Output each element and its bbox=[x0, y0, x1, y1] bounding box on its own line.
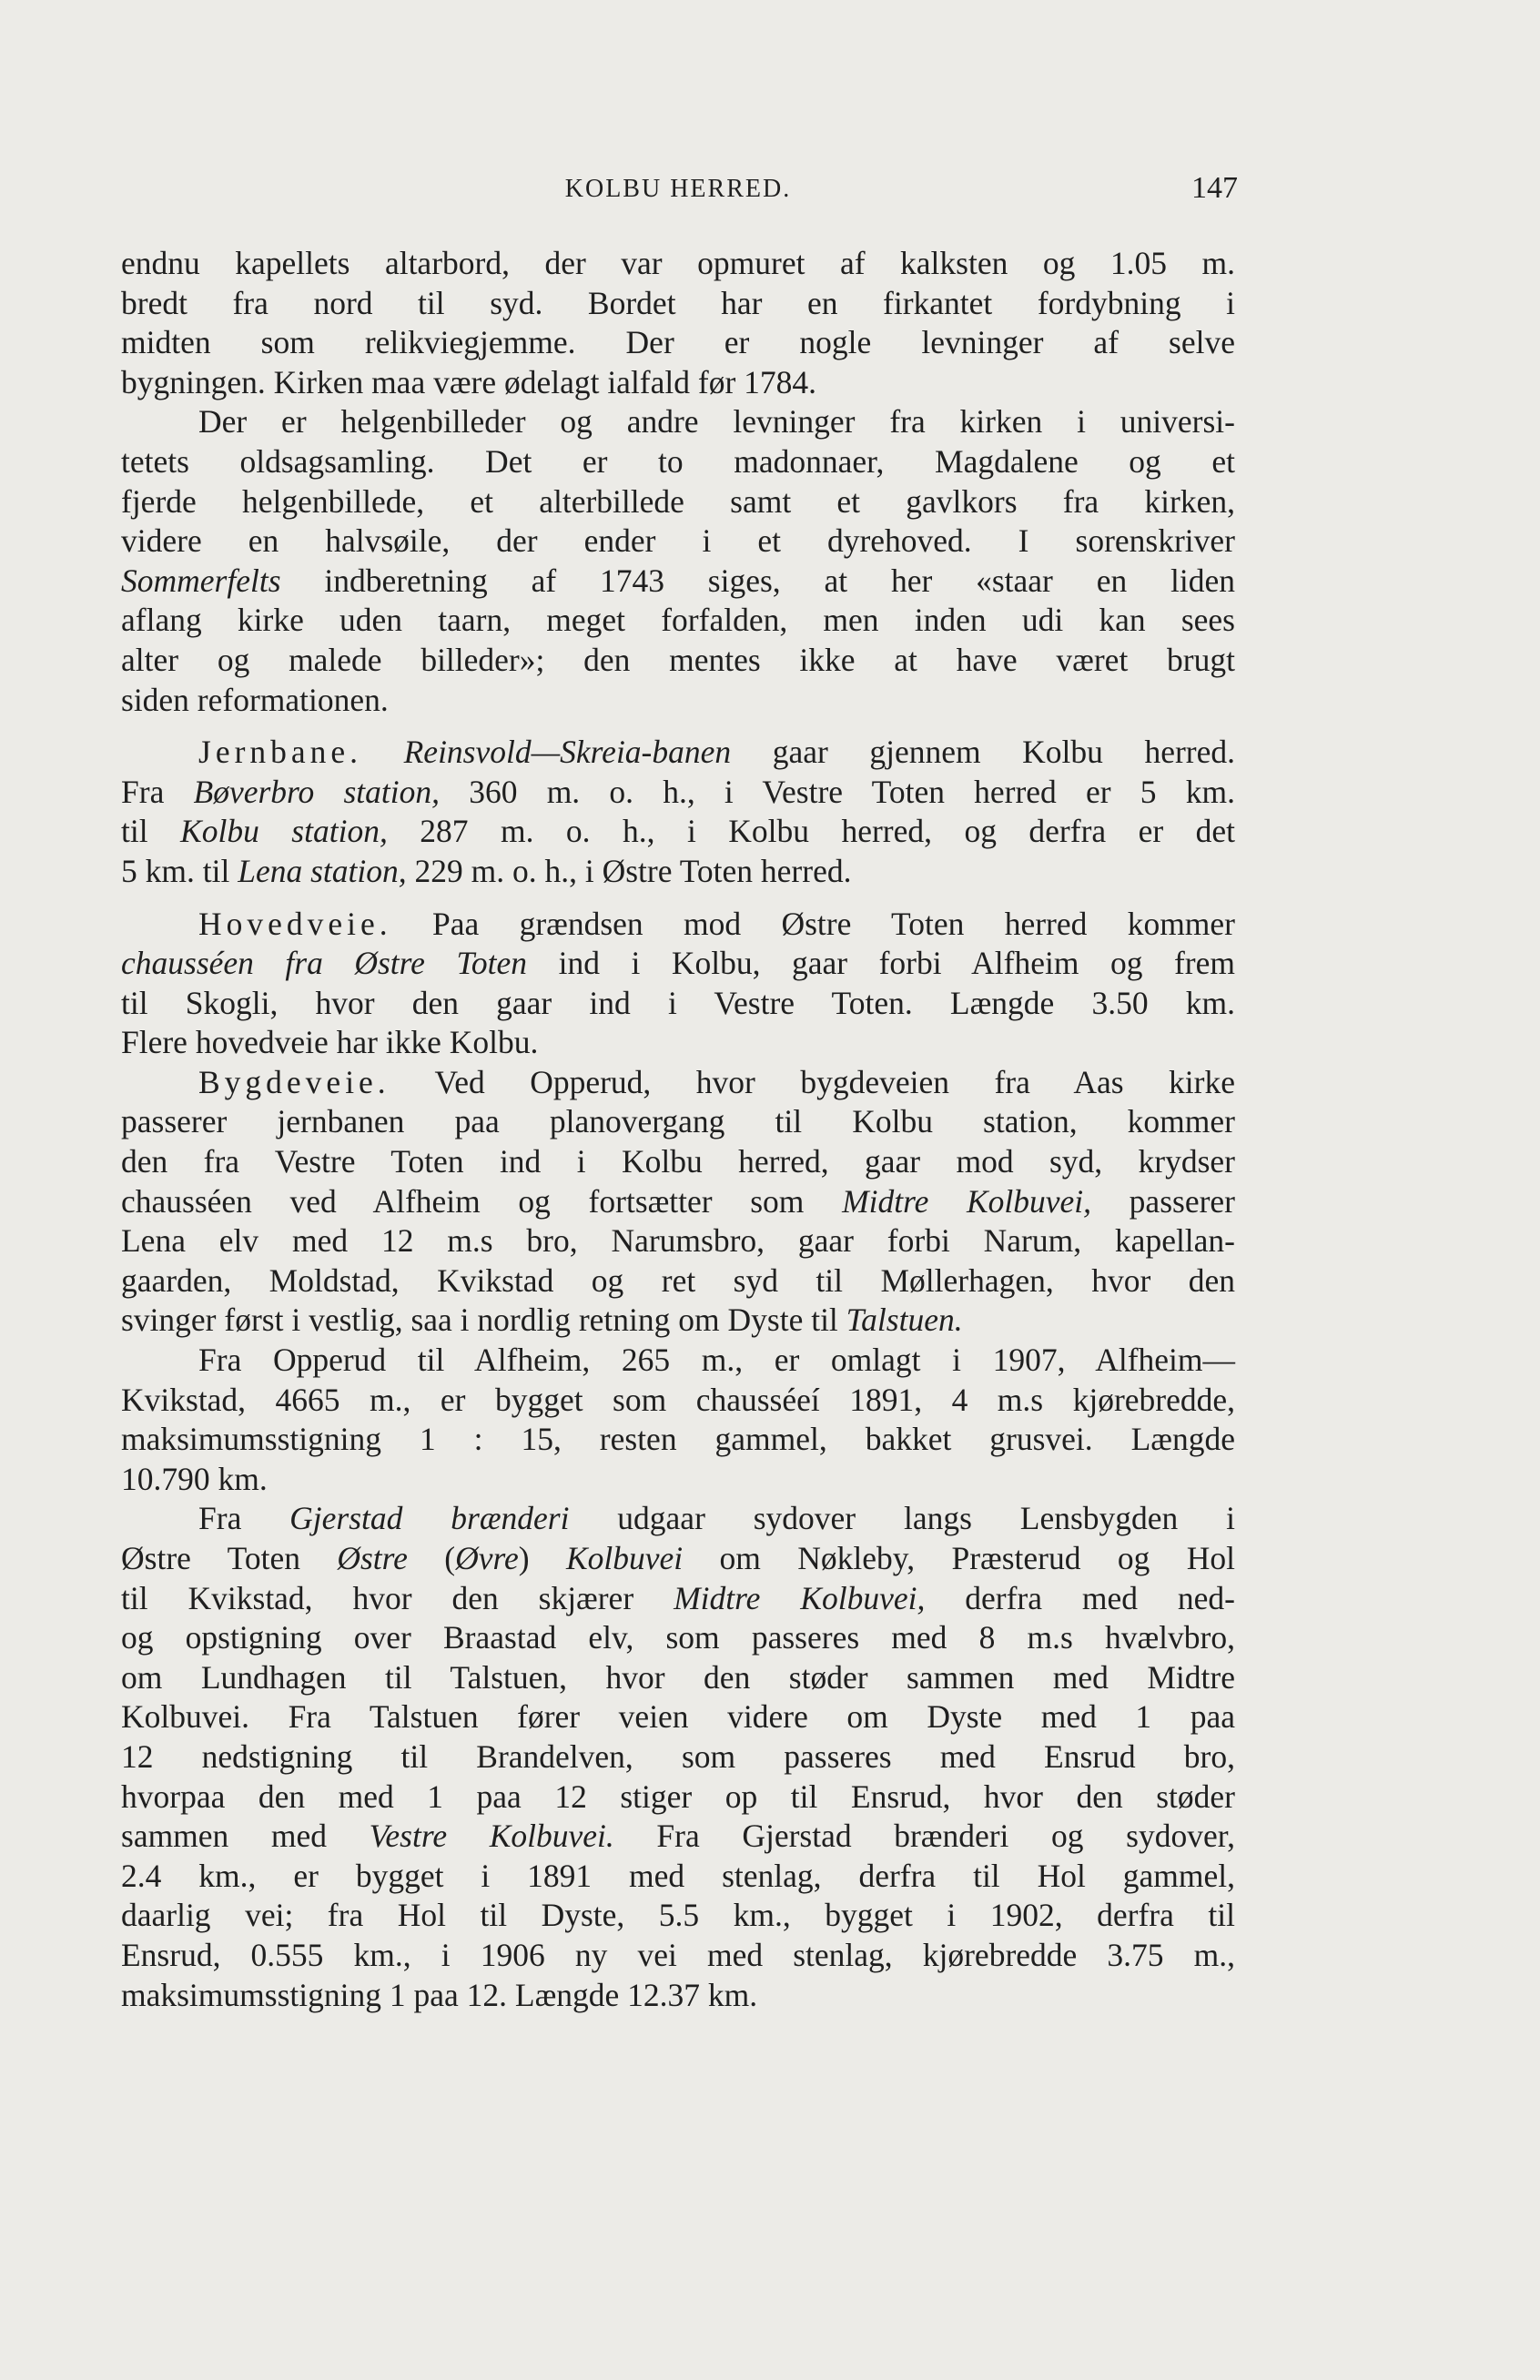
text-run: indberetning af 1743 siges, at her «staar en liden bbox=[280, 562, 1235, 599]
text-run: Ensrud, 0.555 km., i 1906 ny vei med stenlag, kjørebredde 3.75 m., bbox=[121, 1936, 1235, 1973]
text-run: daarlig vei; fra Hol til Dyste, 5.5 km., bygget i 1902, derfra til bbox=[121, 1897, 1235, 1934]
text-line bbox=[121, 1737, 1235, 1777]
text-line bbox=[121, 1936, 1235, 1976]
italic-text: Lena station, bbox=[238, 852, 407, 889]
italic-text: Østre bbox=[337, 1540, 408, 1576]
section-heading: Jernbane. bbox=[198, 734, 363, 771]
italic-text: Kolbu station, bbox=[180, 813, 388, 850]
text-run: Der er helgenbilleder og andre levninger fra kirken i universi- bbox=[198, 403, 1235, 441]
body-text bbox=[121, 244, 1235, 2015]
section-heading: Bygdeveie. bbox=[198, 1063, 390, 1100]
italic-text: Reinsvold—Skreia-banen bbox=[403, 734, 732, 771]
italic-text: Midtre Kolbuvei, bbox=[674, 1579, 926, 1616]
text-run: 229 m. o. h., i Østre Toten herred. bbox=[406, 852, 852, 889]
italic-text: Sommerfelts bbox=[121, 562, 281, 599]
text-line bbox=[121, 1777, 1235, 1818]
text-run: Ved Opperud, hvor bygdeveien fra Aas kirke bbox=[390, 1063, 1235, 1100]
text-run: alter og malede billeder»; den mentes ikke at have været brugt bbox=[121, 641, 1235, 678]
text-run: Fra bbox=[198, 1500, 290, 1537]
paragraph-gap bbox=[121, 720, 1235, 733]
text-line bbox=[121, 1142, 1235, 1182]
text-line bbox=[121, 1896, 1235, 1936]
text-run: 10.790 km. bbox=[121, 1460, 268, 1497]
text-run: passerer jernbanen paa planovergang til Kolbu station, kommer bbox=[121, 1103, 1235, 1140]
text-run: Flere hovedveie har ikke Kolbu. bbox=[121, 1024, 539, 1061]
italic-text: Bøverbro station, bbox=[193, 773, 441, 810]
text-run bbox=[362, 734, 404, 770]
text-line bbox=[121, 522, 1235, 562]
italic-text: Vestre Kolbuvei. bbox=[369, 1818, 614, 1855]
text-run: tetets oldsagsamling. Det er to madonnaer, Magdalene og et bbox=[121, 442, 1235, 480]
text-line bbox=[121, 1579, 1235, 1619]
text-run: Fra bbox=[121, 773, 194, 810]
text-line bbox=[121, 1817, 1235, 1857]
text-run: 12 nedstigning til Brandelven, som passeres med Ensrud bro, bbox=[121, 1737, 1235, 1775]
text-run: chausséen ved Alfheim og fortsætter som bbox=[121, 1182, 843, 1220]
text-run: gaar gjennem Kolbu herred. bbox=[731, 734, 1236, 771]
text-line bbox=[121, 244, 1235, 284]
italic-text: chausséen fra Østre Toten bbox=[121, 945, 528, 982]
text-line bbox=[121, 442, 1235, 482]
text-run: maksimumsstigning 1 paa 12. Længde 12.37 km. bbox=[121, 1976, 758, 2013]
text-run: udgaar sydover langs Lensbygden i bbox=[569, 1500, 1235, 1537]
text-line bbox=[121, 601, 1235, 641]
text-line bbox=[121, 852, 1235, 892]
text-line bbox=[121, 733, 1235, 773]
running-title: KOLBU HERRED. bbox=[564, 175, 792, 203]
text-line bbox=[121, 1976, 1235, 2016]
text-run: 287 m. o. h., i Kolbu herred, og derfra er det bbox=[387, 813, 1235, 850]
text-run: fjerde helgenbillede, et alterbillede samt et gavlkors fra kirken, bbox=[121, 482, 1235, 520]
text-line bbox=[121, 1221, 1235, 1261]
text-line bbox=[121, 773, 1235, 813]
text-run: den fra Vestre Toten ind i Kolbu herred, gaar mod syd, krydser bbox=[121, 1143, 1235, 1180]
text-line bbox=[121, 402, 1235, 442]
text-run: derfra med ned- bbox=[925, 1579, 1235, 1616]
text-run: aflang kirke uden taarn, meget forfalden, men inden udi kan sees bbox=[121, 602, 1235, 639]
text-run: bredt fra nord til syd. Bordet har en firkantet fordybning i bbox=[121, 284, 1235, 321]
text-line bbox=[121, 641, 1235, 681]
text-line bbox=[121, 284, 1235, 324]
text-run: Fra Gjerstad brænderi og sydover, bbox=[613, 1818, 1236, 1855]
text-line bbox=[121, 984, 1235, 1024]
text-line bbox=[121, 1261, 1235, 1301]
text-run: Paa grændsen mod Østre Toten herred kommer bbox=[391, 905, 1235, 942]
text-run: Lena elv med 12 m.s bro, Narumsbro, gaar forbi Narum, kapellan- bbox=[121, 1222, 1235, 1260]
text-line bbox=[121, 363, 1235, 403]
text-line bbox=[121, 1658, 1235, 1698]
text-run: 5 km. til bbox=[121, 852, 238, 889]
text-run: til Skogli, hvor den gaar ind i Vestre Toten. Længde 3.50 km. bbox=[121, 984, 1235, 1021]
text-run: til bbox=[121, 813, 181, 850]
text-line bbox=[121, 1499, 1235, 1539]
text-line bbox=[121, 1301, 1235, 1341]
text-run: om Lundhagen til Talstuen, hvor den støder sammen med Midtre bbox=[121, 1658, 1235, 1696]
text-line bbox=[121, 323, 1235, 363]
italic-text: Øvre bbox=[455, 1540, 519, 1576]
italic-text: Talstuen. bbox=[846, 1301, 963, 1339]
text-run: om Nøkleby, Præsterud og Hol bbox=[683, 1540, 1235, 1576]
text-line bbox=[121, 1618, 1235, 1658]
text-run: Fra Opperud til Alfheim, 265 m., er omlagt i 1907, Alfheim— bbox=[198, 1342, 1235, 1379]
text-line bbox=[121, 1341, 1235, 1381]
text-run: siden reformationen. bbox=[121, 681, 389, 718]
text-run: ( bbox=[407, 1540, 456, 1576]
text-run: ) bbox=[518, 1540, 566, 1576]
text-line bbox=[121, 1381, 1235, 1421]
text-run: ind i Kolbu, gaar forbi Alfheim og frem bbox=[527, 945, 1235, 982]
text-line bbox=[121, 681, 1235, 721]
italic-text: Gjerstad brænderi bbox=[289, 1500, 570, 1537]
text-line bbox=[121, 1023, 1235, 1063]
text-line bbox=[121, 1063, 1235, 1103]
italic-text: Kolbuvei bbox=[565, 1540, 684, 1576]
text-line bbox=[121, 1539, 1235, 1579]
page-header bbox=[118, 171, 1238, 211]
text-line bbox=[121, 1460, 1235, 1500]
text-run: endnu kapellets altarbord, der var opmuret af kalksten og 1.05 m. bbox=[121, 245, 1235, 281]
text-run: maksimumsstigning 1 : 15, resten gammel, bakket grusvei. Længde bbox=[121, 1421, 1235, 1458]
text-run: bygningen. Kirken maa være ødelagt ialfald før 1784. bbox=[121, 363, 817, 400]
text-line bbox=[121, 482, 1235, 522]
page-number: 147 bbox=[1191, 171, 1238, 205]
text-run: til Kvikstad, hvor den skjærer bbox=[121, 1579, 674, 1616]
section-heading: Hovedveie. bbox=[198, 905, 392, 942]
text-line bbox=[121, 1420, 1235, 1460]
text-line bbox=[121, 562, 1235, 602]
text-run: Kvikstad, 4665 m., er bygget som chausséeí 1891, 4 m.s kjørebredde, bbox=[121, 1381, 1235, 1418]
text-run: midten som relikviegjemme. Der er nogle levninger af selve bbox=[121, 324, 1235, 361]
text-run: svinger først i vestlig, saa i nordlig retning om Dyste til bbox=[121, 1301, 846, 1339]
text-line bbox=[121, 1102, 1235, 1142]
text-run: og opstigning over Braastad elv, som passeres med 8 m.s hvælvbro, bbox=[121, 1619, 1235, 1656]
italic-text: Midtre Kolbuvei, bbox=[842, 1182, 1092, 1220]
text-line bbox=[121, 1857, 1235, 1897]
text-run: sammen med bbox=[121, 1818, 370, 1855]
text-run: videre en halvsøile, der ender i et dyrehoved. I sorenskriver bbox=[121, 522, 1235, 560]
text-run: Østre Toten bbox=[121, 1540, 338, 1576]
text-run: 360 m. o. h., i Vestre Toten herred er 5 km. bbox=[440, 773, 1235, 810]
text-run: gaarden, Moldstad, Kvikstad og ret syd til Møllerhagen, hvor den bbox=[121, 1261, 1235, 1299]
text-run: passerer bbox=[1091, 1182, 1235, 1220]
paragraph-gap bbox=[121, 892, 1235, 905]
text-line bbox=[121, 812, 1235, 852]
text-line bbox=[121, 1182, 1235, 1222]
text-run: hvorpaa den med 1 paa 12 stiger op til Ensrud, hvor den støder bbox=[121, 1777, 1235, 1815]
text-line bbox=[121, 1697, 1235, 1737]
text-line bbox=[121, 905, 1235, 945]
text-run: 2.4 km., er bygget i 1891 med stenlag, derfra til Hol gammel, bbox=[121, 1857, 1235, 1894]
text-run: Kolbuvei. Fra Talstuen fører veien videre om Dyste med 1 paa bbox=[121, 1698, 1235, 1736]
text-line bbox=[121, 944, 1235, 984]
